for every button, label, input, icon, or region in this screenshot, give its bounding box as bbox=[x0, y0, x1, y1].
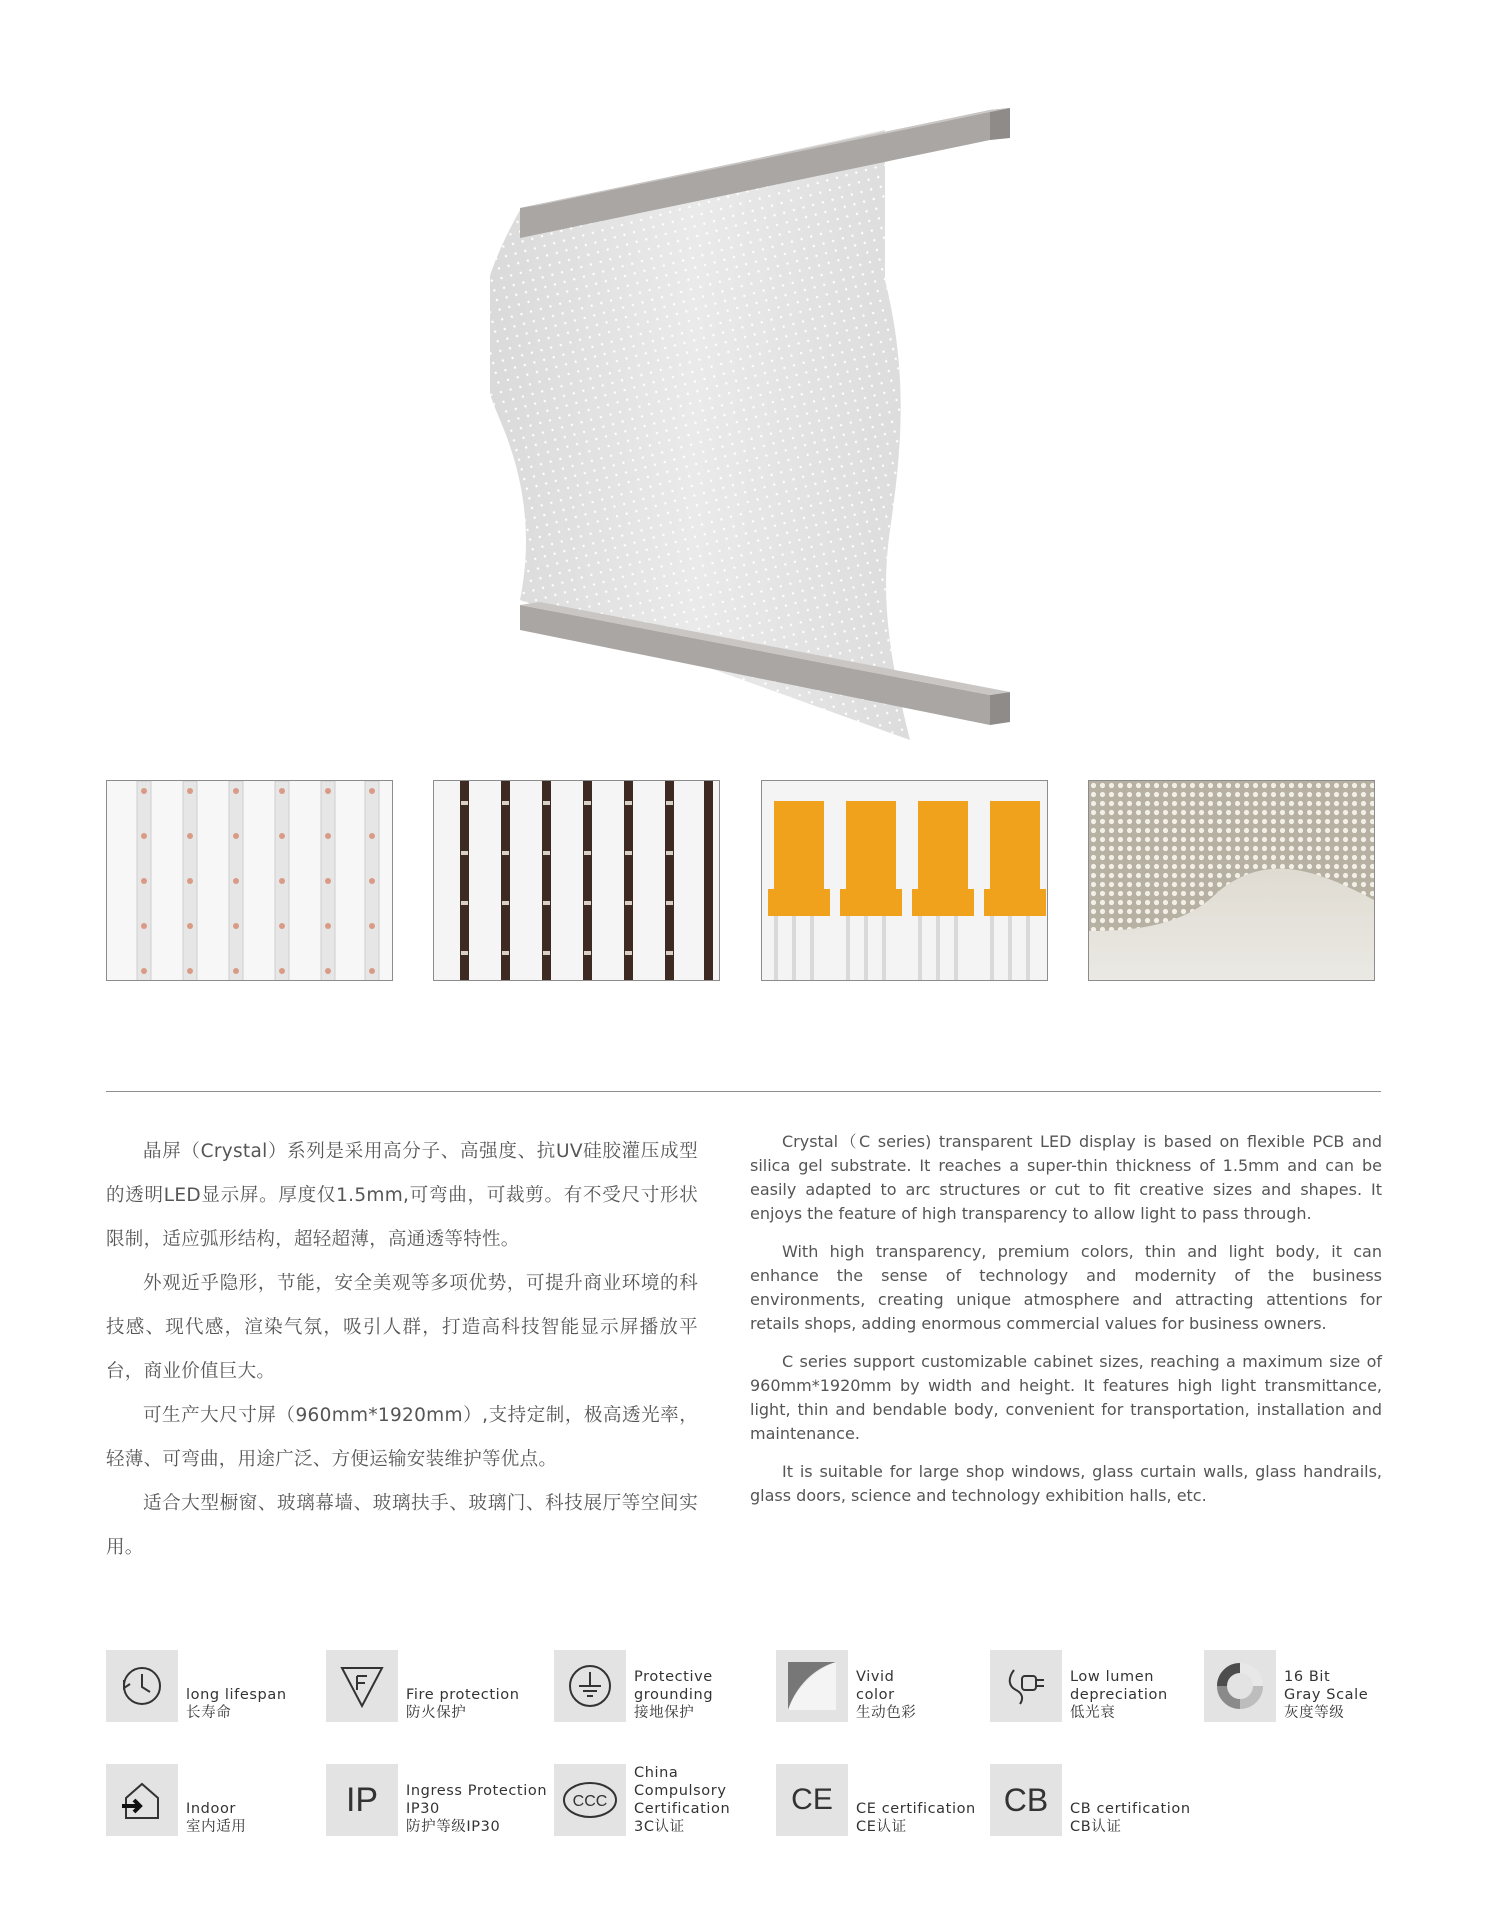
fire-protection-icon bbox=[326, 1650, 398, 1722]
plug-icon bbox=[990, 1650, 1062, 1722]
ip-icon-text: IP bbox=[345, 1780, 379, 1819]
feature-indoor bbox=[106, 1764, 246, 1836]
ground-icon bbox=[554, 1650, 626, 1722]
feature-label-en: Indoor bbox=[186, 1801, 236, 1817]
feature-label-en: IP30 bbox=[406, 1801, 440, 1817]
cb-icon-text: CB bbox=[1003, 1781, 1049, 1818]
en-paragraph: C series support customizable cabinet sizes, reaching a maximum size of 960mm*1920mm by width and height. It features high light transmittance, light, thin and bendable body, convenient for transportation, installation and maintenance. bbox=[750, 1352, 1382, 1443]
cn-paragraph: 可生产大尺寸屏（960mm*1920mm）,支持定制，极高透光率，轻薄、可弯曲，用途广泛、方便运输安装维护等优点。 bbox=[106, 1405, 698, 1470]
feature-label-en: color bbox=[856, 1687, 895, 1703]
feature-label-cn: 低光衰 bbox=[1070, 1705, 1116, 1721]
cn-paragraph: 外观近乎隐形，节能，安全美观等多项优势，可提升商业环境的科技感、现代感，渲染气氛，吸引人群，打造高科技智能显示屏播放平台，商业价值巨大。 bbox=[106, 1273, 698, 1382]
feature-label-cn: 长寿命 bbox=[186, 1705, 232, 1721]
feature-label-en: Protective bbox=[634, 1669, 713, 1685]
feature-fire-protection bbox=[326, 1650, 520, 1722]
feature-vivid-color bbox=[776, 1650, 916, 1722]
clock-icon bbox=[106, 1650, 178, 1722]
feature-label-en: Gray Scale bbox=[1284, 1687, 1369, 1703]
en-paragraph: Crystal（C series) transparent LED display is based on flexible PCB and silica gel substrate. It reaches a super-thin thickness of 1.5mm and can be easily adapted to arc structures or cut to fit creative sizes and shapes. It enjoys the feature of high transparency to allow light to pass through. bbox=[750, 1132, 1382, 1223]
curved-panel-thumbnail bbox=[1088, 780, 1375, 981]
feature-label-en: depreciation bbox=[1070, 1687, 1168, 1703]
feature-label-en: grounding bbox=[634, 1687, 714, 1703]
feature-label-en: CE certification bbox=[856, 1801, 976, 1817]
feature-label-en: Compulsory bbox=[634, 1783, 727, 1799]
feature-label-en: Certification bbox=[634, 1801, 731, 1817]
ip-icon bbox=[326, 1764, 398, 1836]
feature-grounding bbox=[554, 1650, 713, 1722]
indoor-icon bbox=[106, 1764, 178, 1836]
color-icon bbox=[776, 1650, 848, 1722]
feature-label-cn: 接地保护 bbox=[634, 1705, 695, 1721]
feature-label-cn: 3C认证 bbox=[634, 1819, 685, 1835]
feature-label-en: Fire protection bbox=[406, 1687, 520, 1703]
section-divider bbox=[106, 1091, 1381, 1092]
ccc-icon bbox=[554, 1764, 626, 1836]
feature-ccc bbox=[554, 1764, 730, 1836]
feature-label-en: CB certification bbox=[1070, 1801, 1191, 1817]
led-strip-dark-thumbnail bbox=[433, 780, 720, 981]
feature-gray-scale bbox=[1204, 1650, 1368, 1722]
feature-label-en: Low lumen bbox=[1070, 1669, 1155, 1685]
feature-label-cn: CE认证 bbox=[856, 1819, 907, 1835]
product-hero-image bbox=[490, 100, 1050, 760]
ce-icon bbox=[776, 1764, 848, 1836]
feature-label-cn: 防护等级IP30 bbox=[406, 1819, 501, 1835]
feature-ce bbox=[776, 1764, 976, 1836]
chinese-description bbox=[106, 1130, 698, 1570]
english-description bbox=[750, 1130, 1382, 1522]
feature-label-en: Ingress Protection bbox=[406, 1783, 548, 1799]
en-paragraph: With high transparency, premium colors, thin and light body, it can enhance the sense of technology and modernity of the business environments, creating unique atmosphere and attracting attentions for retails shops, adding enormous commercial values for business owners. bbox=[750, 1242, 1382, 1333]
cb-icon bbox=[990, 1764, 1062, 1836]
cn-paragraph: 适合大型橱窗、玻璃幕墙、玻璃扶手、玻璃门、科技展厅等空间实用。 bbox=[106, 1493, 698, 1558]
flex-pcb-thumbnail bbox=[761, 780, 1048, 981]
feature-label-en: 16 Bit bbox=[1284, 1669, 1331, 1685]
feature-label-en: Vivid bbox=[856, 1669, 895, 1685]
feature-lifespan bbox=[106, 1650, 287, 1722]
feature-label-cn: 灰度等级 bbox=[1284, 1705, 1345, 1721]
feature-label-cn: 防火保护 bbox=[406, 1705, 467, 1721]
feature-label-en: long lifespan bbox=[186, 1687, 287, 1703]
feature-cb bbox=[990, 1764, 1191, 1836]
feature-label-cn: 生动色彩 bbox=[856, 1705, 917, 1721]
grayscale-icon bbox=[1204, 1650, 1276, 1722]
cn-paragraph: 晶屏（Crystal）系列是采用高分子、高强度、抗UV硅胶灌压成型的透明LED显示屏。厚度仅1.5mm,可弯曲，可裁剪。有不受尺寸形状限制，适应弧形结构，超轻超薄，高通透等特性。 bbox=[106, 1141, 698, 1250]
feature-label-en: China bbox=[634, 1765, 679, 1781]
feature-label-cn: CB认证 bbox=[1070, 1819, 1122, 1835]
led-strip-white-thumbnail bbox=[106, 780, 393, 981]
en-paragraph: It is suitable for large shop windows, glass curtain walls, glass handrails, glass doors, science and technology exhibition halls, etc. bbox=[750, 1462, 1382, 1505]
feature-ingress-protection bbox=[326, 1764, 547, 1836]
ccc-icon-text: CCC bbox=[572, 1793, 608, 1810]
feature-label-cn: 室内适用 bbox=[186, 1819, 247, 1835]
feature-low-lumen-depreciation bbox=[990, 1650, 1168, 1722]
ce-icon-text: CE bbox=[791, 1783, 833, 1816]
